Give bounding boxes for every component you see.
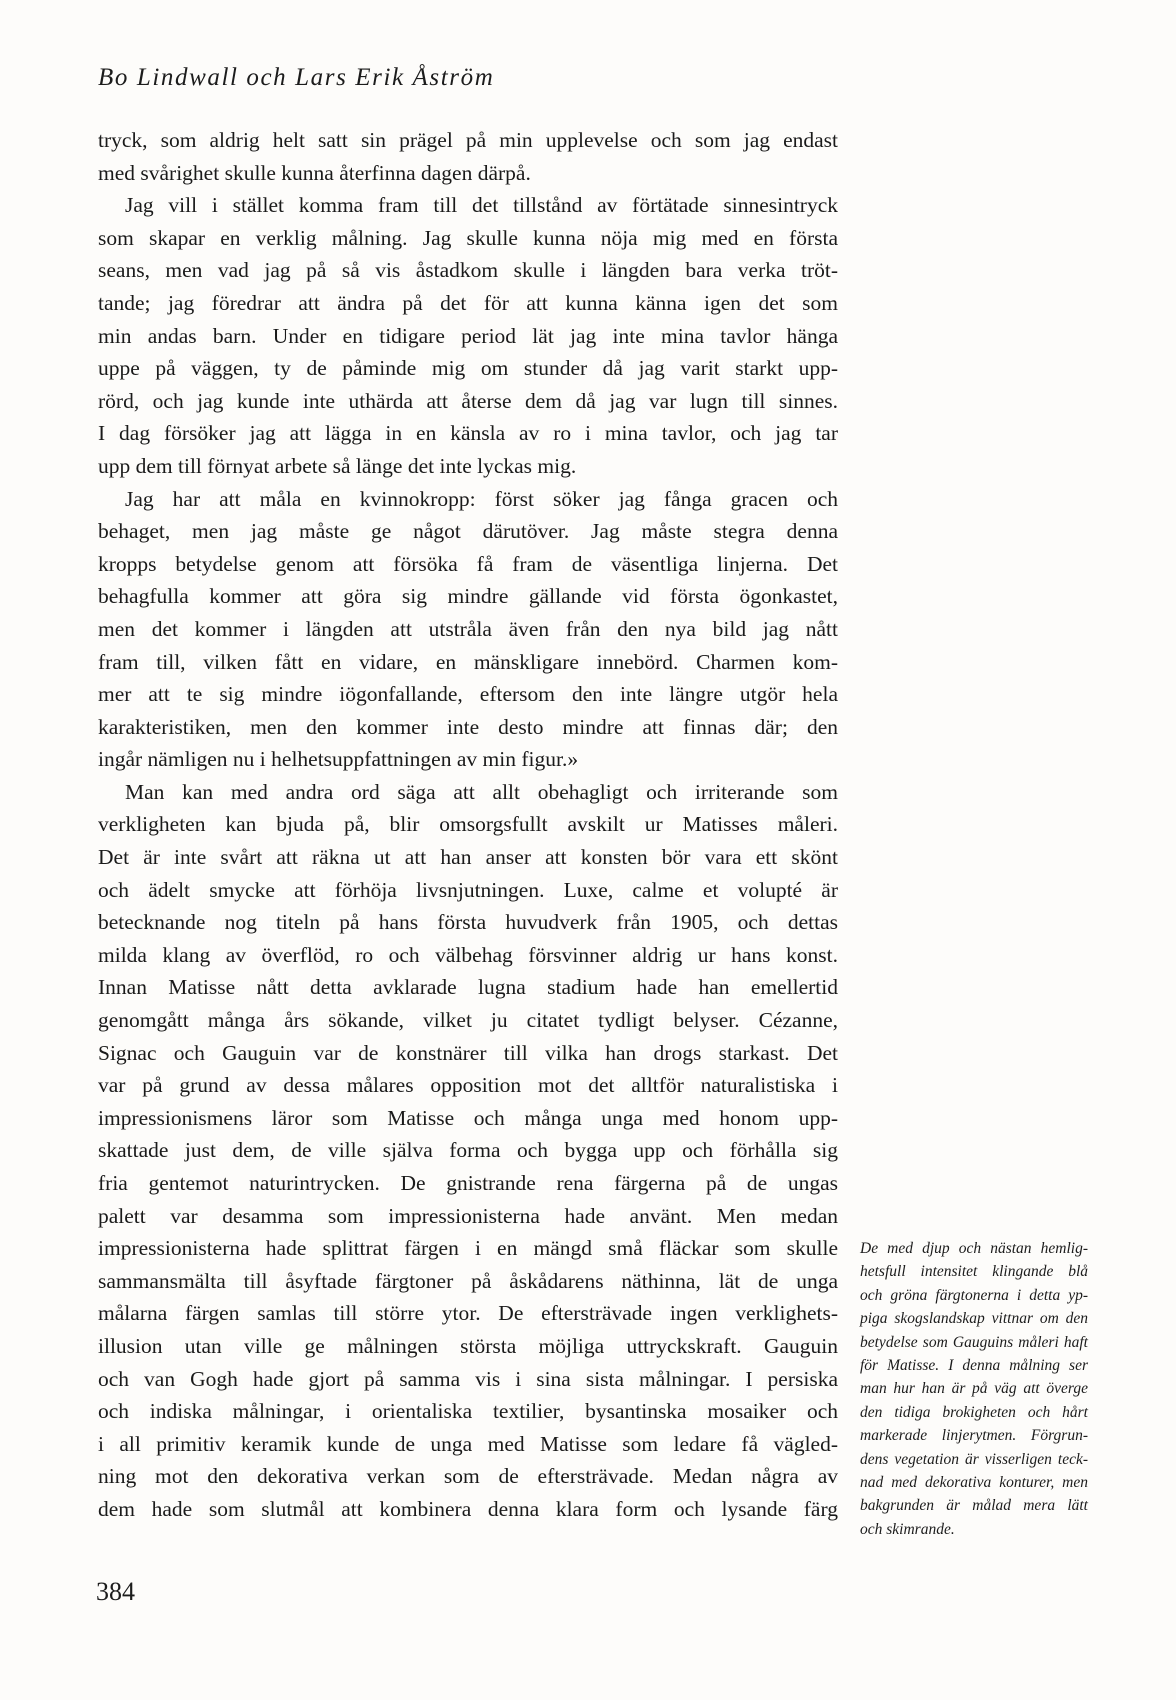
caption-line: De med djup och nästan hemlig-	[860, 1240, 1088, 1257]
text-line: seans, men vad jag på så vis åstadkom skulle i längden bara verka tröt-	[98, 258, 838, 283]
text-line: med svårighet skulle kunna återfinna dagen därpå.	[98, 160, 531, 185]
caption-line: nad med dekorativa konturer, men	[860, 1473, 1088, 1491]
text-line: var på grund av dessa målares opposition mot det alltför naturalistiska i	[98, 1073, 838, 1098]
text-line: behagfulla kommer att göra sig mindre gällande vid första ögonkastet,	[98, 584, 838, 609]
text-line: rörd, och jag kunde inte uthärda att återse dem då jag var lugn till sinnes.	[98, 388, 838, 413]
figure-caption	[860, 1237, 1088, 1541]
caption-line: man hur han är på väg att överge	[860, 1380, 1088, 1398]
caption-line: den tidiga brokigheten och hårt	[860, 1403, 1088, 1421]
text-line: ning mot den dekorativa verkan som de eftersträvade. Medan några av	[98, 1464, 838, 1489]
text-line: tande; jag föredrar att ändra på det för att kunna känna igen det som	[98, 290, 838, 315]
text-line: dem hade som slutmål att kombinera denna klara form och lysande färg	[98, 1496, 838, 1521]
text-line: behaget, men jag måste ge något därutöver. Jag måste stegra denna	[98, 519, 838, 544]
body-text	[98, 124, 838, 1526]
text-line: palett var desamma som impressionisterna hade använt. Men medan	[98, 1203, 838, 1228]
text-line: genomgått många års sökande, vilket ju citatet tydligt belyser. Cézanne,	[98, 1008, 838, 1033]
page-number: 384	[96, 1577, 135, 1606]
text-line: skattade just dem, de ville själva forma och bygga upp och förhålla sig	[98, 1138, 838, 1163]
text-line: betecknande nog titeln på hans första huvudverk från 1905, och dettas	[98, 910, 838, 935]
text-line: mer att te sig mindre iögonfallande, eftersom den inte längre utgör hela	[98, 682, 838, 707]
text-line: i all primitiv keramik kunde de unga med Matisse som ledare få vägled-	[98, 1431, 838, 1456]
text-line: och ädelt smycke att förhöja livsnjutningen. Luxe, calme et volupté är	[98, 877, 838, 902]
text-line: Man kan med andra ord säga att allt obehagligt och irriterande som	[125, 779, 838, 804]
text-line: fram till, vilken fått en vidare, en mänskligare innebörd. Charmen kom-	[98, 649, 838, 674]
caption-line: och skimrande.	[860, 1520, 955, 1538]
text-line: fria gentemot naturintrycken. De gnistrande rena färgerna på de ungas	[98, 1171, 838, 1195]
caption-line: hetsfull intensitet klingande blå	[860, 1263, 1088, 1281]
caption-line: piga skogslandskap vittnar om den	[860, 1310, 1088, 1328]
text-line: I dag försöker jag att lägga in en känsla av ro i mina tavlor, och jag tar	[98, 421, 838, 446]
text-line: tryck, som aldrig helt satt sin prägel på min upplevelse och som jag endast	[98, 128, 838, 152]
caption-line: bakgrunden är målad mera lätt	[860, 1497, 1088, 1515]
running-head: Bo Lindwall och Lars Erik Åström	[98, 64, 495, 91]
caption-line: markerade linjerytmen. Förgrun-	[860, 1427, 1088, 1445]
text-line: och indiska målningar, i orientaliska textilier, bysantinska mosaiker och	[98, 1399, 838, 1424]
text-line: impressionismens läror som Matisse och många unga med honom upp-	[98, 1105, 838, 1130]
text-line: kropps betydelse genom att försöka få fram de väsentliga linjerna. Det	[98, 551, 838, 576]
text-line: sammansmälta till åsyftade färgtoner på åskådarens näthinna, lät de unga	[98, 1268, 838, 1293]
text-line: Signac och Gauguin var de konstnärer till vilka han drogs starkast. Det	[98, 1040, 838, 1065]
text-line: upp dem till förnyat arbete så länge det inte lyckas mig.	[98, 453, 577, 478]
caption-line: betydelse som Gauguins måleri haft	[860, 1333, 1088, 1351]
text-line: illusion utan ville ge målningen största möjliga uttryckskraft. Gauguin	[98, 1333, 838, 1358]
text-line: ingår nämligen nu i helhetsuppfattningen av min figur.»	[98, 747, 579, 772]
caption-line: och gröna färgtonerna i detta yp-	[860, 1286, 1088, 1304]
text-line: Det är inte svårt att räkna ut att han anser att konsten bör vara ett skönt	[98, 845, 838, 870]
text-line: verkligheten kan bjuda på, blir omsorgsfullt avskilt ur Matisses måleri.	[98, 812, 838, 837]
text-line: Jag vill i stället komma fram till det tillstånd av förtätade sinnesintryck	[125, 193, 838, 218]
text-line: min andas barn. Under en tidigare period lät jag inte mina tavlor hänga	[98, 323, 838, 348]
text-line: målarna färgen samlas till större ytor. De eftersträvade ingen verklighets-	[98, 1301, 838, 1326]
text-line: som skapar en verklig målning. Jag skulle kunna nöja mig med en första	[98, 225, 838, 250]
text-line: milda klang av överflöd, ro och välbehag försvinner aldrig ur hans konst.	[98, 942, 838, 967]
caption-line: dens vegetation är visserligen teck-	[860, 1450, 1088, 1468]
caption-line: för Matisse. I denna målning ser	[860, 1356, 1088, 1374]
text-line: uppe på väggen, ty de påminde mig om stunder då jag varit starkt upp-	[98, 356, 838, 381]
text-line: men det kommer i längden att utstråla även från den nya bild jag nått	[98, 616, 838, 641]
text-line: och van Gogh hade gjort på samma vis i sina sista målningar. I persiska	[98, 1366, 838, 1391]
text-line: Innan Matisse nått detta avklarade lugna stadium hade han emellertid	[98, 975, 838, 1000]
text-line: karakteristiken, men den kommer inte desto mindre att finnas där; den	[98, 714, 838, 739]
text-line: Jag har att måla en kvinnokropp: först söker jag fånga gracen och	[125, 486, 838, 511]
text-line: impressionisterna hade splittrat färgen i en mängd små fläckar som skulle	[98, 1236, 838, 1261]
